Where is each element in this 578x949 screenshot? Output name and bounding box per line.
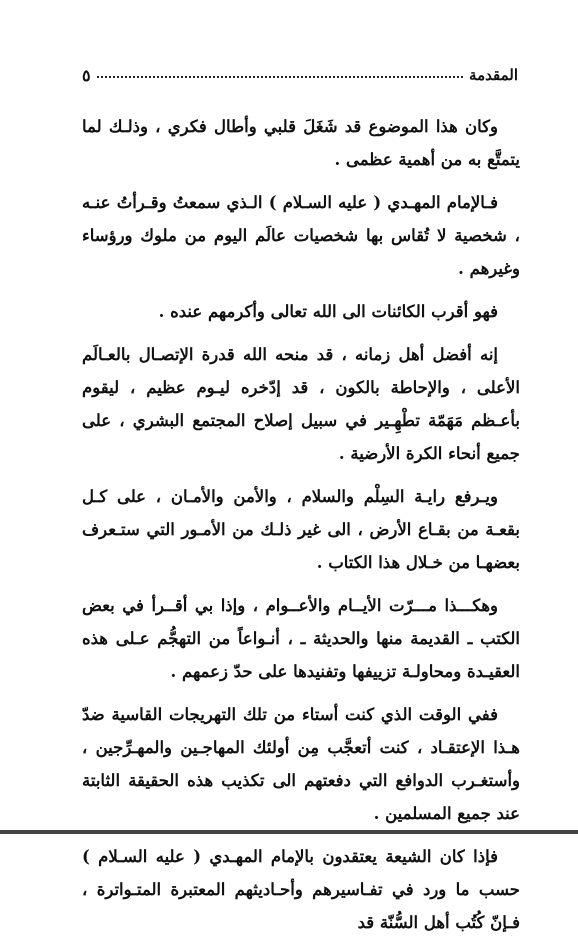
bottom-edge [0, 830, 578, 834]
paragraph-5: ويـرفع رايـة السِلْم والسلام ، والأمن والأمـان ، على كـل بقعـة من بقـاع الأرض ، الى غير ذلـك من الأمـور التي ستـعرف بعضهـا من خـلال هذا الكتاب . [82, 487, 520, 572]
page-number: ٥ [82, 65, 91, 85]
chapter-title: المقدمة [469, 66, 518, 84]
paragraph-6: وهكـــذا مـــرّت الأيــام والأعــوام ، وإذا بي أقــرأ في بعض الكتب ـ القديمة منها والحديثة ـ ، أنـواعاً من التهجُّم عـلى هذه العقيـدة ومحاولـة تزييفها وتفنيدها على حدّ زعمهم . [82, 596, 520, 681]
paragraph-7: ففي الوقت الذي كنت أستاء من تلك التهريجات القاسية ضدّ هـذا الإعتقـاد ، كنت أتعجَّب مِن أولئك المهاجـين والمهـرِّجين ، وأستغـرب الدوافع التي دفعتهم الى تكذيب هذه الحقيقة الثابتة عند جميع المسلمين . [82, 705, 520, 823]
paragraph-8: فإذا كان الشيعة يعتقدون بالإمام المهـدي ( عليه السـلام ) حسب ما ورد في تفـاسيرهم وأحـاديثهم المعتبرة المتـواترة ، فـإنّ كُتُب أهل السُّنّة قد [82, 847, 520, 932]
running-header [82, 62, 518, 88]
paragraph-4: إنه أفضل أهل زمانه ، قد منحه الله قدرة الإتصـال بالعـالَم الأعلى ، والإحاطة بالكون ، قد إدّخره ليـوم عظيم ، ليقوم بأعـظم مَهَمّة تطْهِـير في سبيل إصلاح المجتمع البشري ، على جميع أنحاء الكرة الأرضية . [82, 345, 520, 463]
dotted-leader [97, 76, 463, 78]
paragraph-1: وكان هذا الموضوع قد شَغَلَ قلبي وأطال فكري ، وذلـك لما يتمتَّع به من أهمية عظمى . [82, 117, 520, 169]
paragraph-3: فهو أقرب الكائنات الى الله تعالى وأكرمهم عنده . [158, 302, 498, 321]
paragraph-2: فـالإمام المهـدي ( عليه السـلام ) الـذي سمعتُ وقـرأتُ عنـه ، شخصية لا تُقاس بها شخصيات عالَم اليوم من ملوك ورؤساء وغيرهم . [82, 193, 520, 278]
body-text [82, 110, 520, 949]
